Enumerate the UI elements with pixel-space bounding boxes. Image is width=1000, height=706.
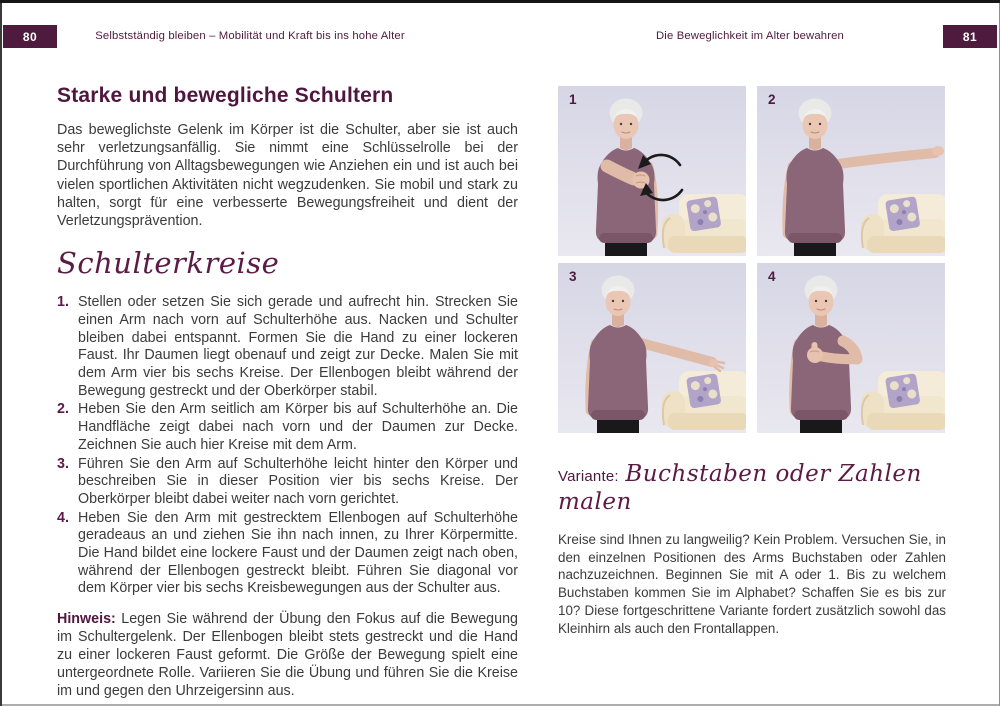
exercise-photo-1: [558, 86, 746, 256]
step-text: Führen Sie den Arm auf Schulterhöhe leicht hinter den Körper und beschreiben Sie in dieser Position vier bis sechs Kreise. Der Oberkörper bleibt dabei weiter nach vorn gerichtet.: [78, 455, 518, 507]
pillow: [885, 196, 920, 231]
exercise-photo-2: [757, 86, 945, 256]
variant-title: Buchstaben oder Zahlen malen: [558, 461, 922, 515]
step-number: 2.: [57, 401, 69, 418]
exercise-photo-3: [558, 263, 746, 433]
step-item: [57, 401, 518, 454]
photo-number: 1: [569, 92, 577, 107]
variant-label: Variante:: [558, 468, 619, 485]
photo-number: 3: [569, 269, 577, 284]
step-item: [57, 294, 518, 400]
exercise-heading: Schulterkreise: [57, 246, 280, 281]
variant-heading: [558, 460, 946, 516]
step-number: 3.: [57, 455, 69, 472]
note-text: Legen Sie während der Übung den Fokus auf die Bewegung im Schultergelenk. Der Ellenbogen bleibt stets gestreckt und die Hand zu einer lockeren Faust geformt. Die Größe der Bewegung spielt eine untergeordnete Rolle. Variieren Sie die Übung und führen Sie die Kreise im und gegen den Uhrzeigersinn aus.: [57, 611, 518, 699]
pillow: [885, 373, 920, 408]
left-page: [57, 84, 518, 701]
step-text: Heben Sie den Arm mit gestrecktem Ellenbogen auf Schulterhöhe geradeaus an und ziehen Sie ihn nach innen, zu Ihrer Körpermitte. Die Hand bildet eine lockere Faust und der Daumen zeigt nach oben, während der Ellenbogen gestreckt bleibt. Führen Sie diagonal vor dem Körper vier bis sechs Kreisbewegungen aus der Schulter aus.: [78, 509, 518, 597]
step-number: 1.: [57, 294, 69, 311]
exercise-illustration-arm-behind: [558, 263, 746, 433]
note-paragraph: [57, 611, 518, 701]
step-text: Stellen oder setzen Sie sich gerade und aufrecht hin. Strecken Sie einen Arm nach vorn auf Schulterhöhe aus. Nacken und Schulter bleiben dabei entspannt. Formen Sie die Hand zu einer lockeren Faust. Ihr Daumen liegt obenauf und zeigt zur Decke. Malen Sie mit dem Arm vier bis sechs Kreise. Der Ellenbogen bleibt während der Bewegung gestreckt und der Oberkörper stabil.: [78, 294, 518, 399]
step-item: [57, 456, 518, 509]
step-text: Heben Sie den Arm seitlich am Körper bis auf Schulterhöhe an. Die Handfläche zeigt dabei nach vorn und der Daumen zur Decke. Zeichnen Sie auch hier Kreise mit dem Arm.: [78, 401, 518, 453]
exercise-photo-grid: [558, 86, 946, 433]
photo-number: 4: [768, 269, 776, 284]
exercise-photo-4: [757, 263, 945, 433]
page-number-right: 81: [943, 25, 997, 48]
exercise-illustration-arm-across: [757, 263, 945, 433]
page-title: Starke und bewegliche Schultern: [57, 84, 394, 107]
exercise-steps: [57, 294, 518, 598]
exercise-illustration-arm-side: [757, 86, 945, 256]
running-header-left: Selbstständig bleiben – Mobilität und Kraft bis ins hohe Alter: [95, 30, 405, 42]
pillow: [686, 373, 721, 408]
photo-number: 2: [768, 92, 776, 107]
page-number-left: 80: [3, 25, 57, 48]
right-page: [558, 86, 946, 637]
exercise-illustration-arm-forward: [558, 86, 746, 256]
running-header-right: Die Beweglichkeit im Alter bewahren: [656, 30, 844, 42]
intro-paragraph: Das beweglichste Gelenk im Körper ist die Schulter, aber sie ist auch sehr verletzungsanfällig. Sie nimmt eine Schlüsselrolle bei der Durchführung von Alltagsbewegungen wie Anziehen ein und ist auch bei vielen sportlichen Aktivitäten nicht wegzudenken. Sie mobil und stark zu halten, sorgt für eine verbesserte Bewegungsfreiheit und dient der Verletzungsprävention.: [57, 122, 518, 230]
variant-paragraph: Kreise sind Ihnen zu langweilig? Kein Problem. Versuchen Sie, in den einzelnen Positionen des Arms Buchstaben oder Zahlen nachzuzeichnen. Beginnen Sie mit A oder 1. Bis zu welchem Buchstaben kommen Sie im Alphabet? Schaffen Sie es bis zur 10? Diese fortgeschrittene Variante fordert zusätzlich sowohl das Kleinhirn als auch den Frontallappen.: [558, 532, 946, 636]
pillow: [686, 196, 721, 231]
step-number: 4.: [57, 509, 69, 526]
step-item: [57, 510, 518, 599]
note-label: Hinweis:: [57, 611, 116, 628]
